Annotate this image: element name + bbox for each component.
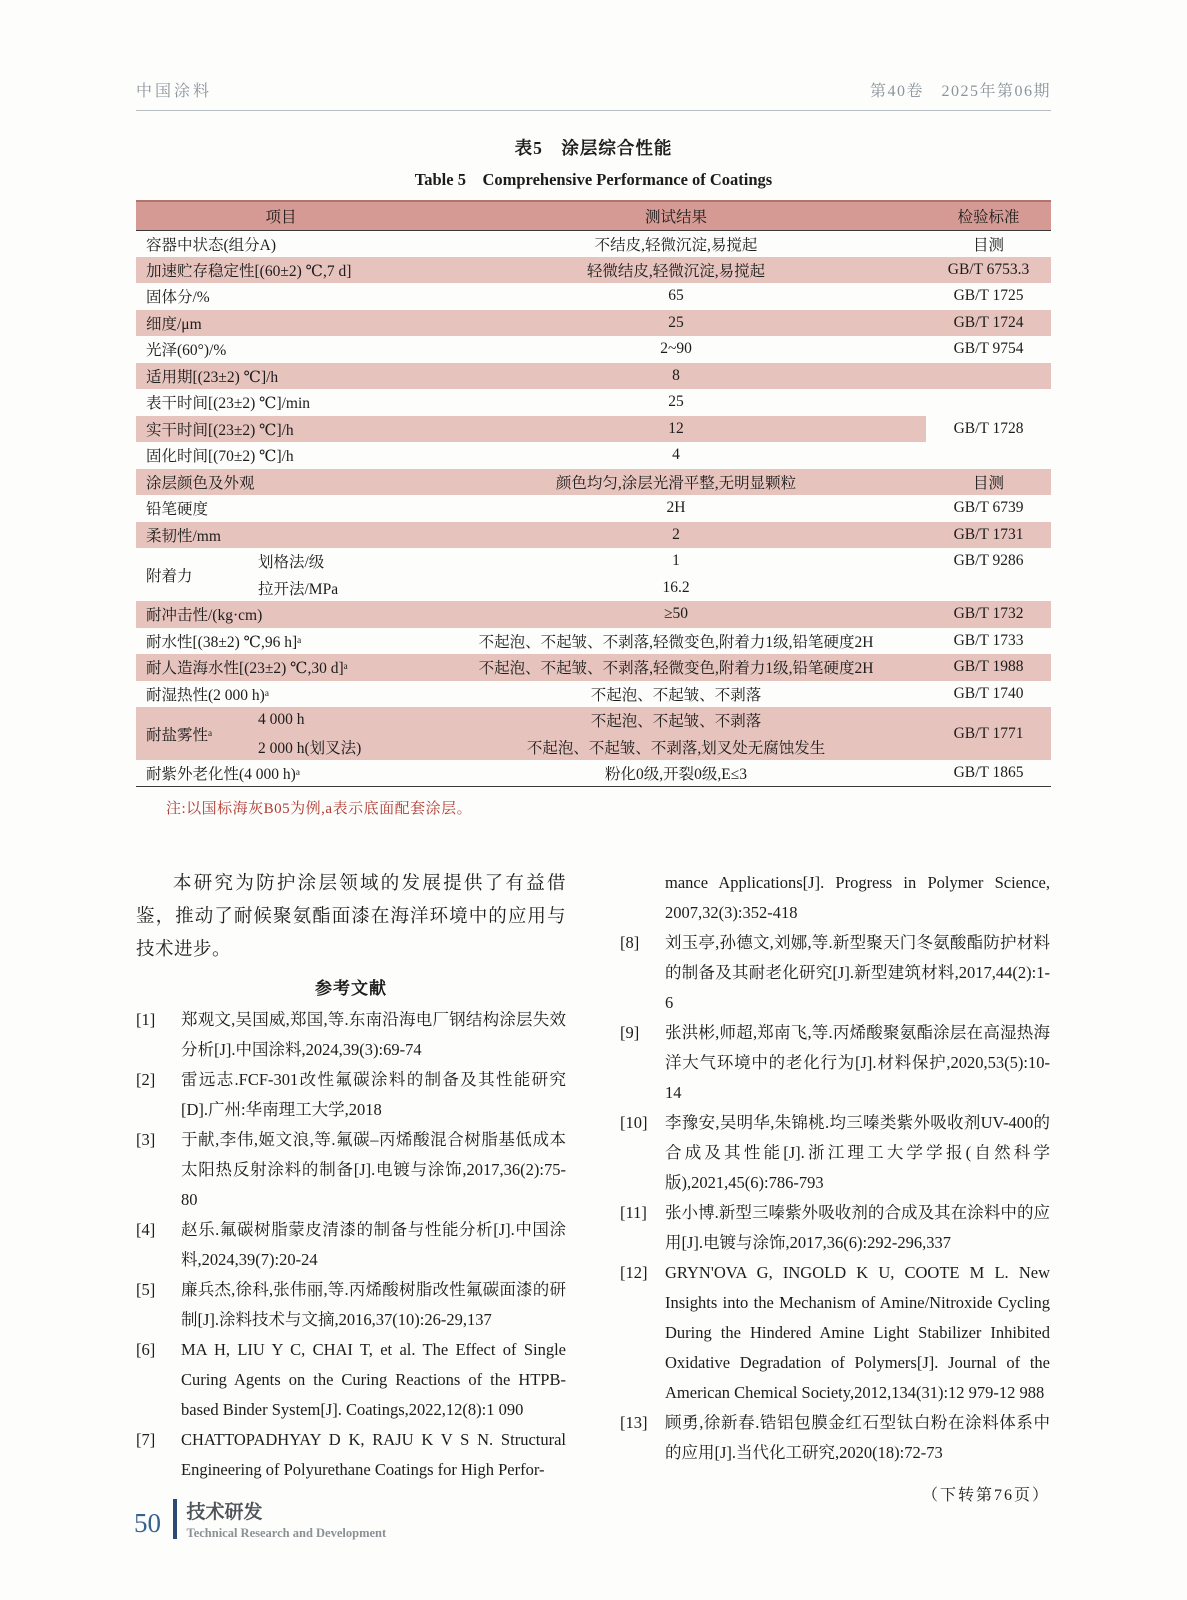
sub-cell: 划格法/级 [258,554,325,572]
reference-item [620,1108,1050,1198]
reference-text: MA H, LIU Y C, CHAI T, et al. The Effect of Single Curing Agents on the Curing Reactions of the HTPB-based Binder System[J]. Coatings,2022,12(8):1 090 [181,1340,566,1419]
reference-label: [4] [136,1220,156,1239]
column-header-result: 测试结果 [426,201,926,230]
reference-text: 于献,李伟,姬文浪,等.氟碳–丙烯酸混合树脂基低成本太阳热反射涂料的制备[J].电镀与涂饰,2017,36(2):75-80 [181,1130,566,1209]
table-row [136,257,1051,284]
reference-text: 雷远志.FCF-301改性氟碳涂料的制备及其性能研究[D].广州:华南理工大学,2018 [181,1070,566,1119]
std-cell: GB/T 1733 [953,631,1024,649]
result-cell: 不起泡、不起皱、不剥落 [426,707,926,734]
table-row [136,628,1051,655]
table-row [136,336,1051,363]
table-body [136,230,1051,787]
result-cell: 8 [426,363,926,390]
std-cell: GB/T 1740 [953,684,1024,702]
continuation-note: （下转第76页） [921,1487,1050,1504]
item-cell: 加速贮存稳定性[(60±2) ℃,7 d] [136,257,426,284]
std-cell: GB/T 1732 [926,601,1051,628]
result-cell: 16.2 [662,578,690,596]
column-header-item: 项目 [136,201,426,230]
table-header-row [136,201,1051,230]
table-row [136,416,1051,443]
references-right [620,868,1050,1468]
result-cell: 4 [672,446,680,464]
reference-text: GRYN'OVA G, INGOLD K U, COOTE M L. New Insights into the Mechanism of Amine/Nitroxide Cycling During the Hindered Amine Light Stabilizer Inhibited Oxidative Degradation of Polymers[J]. Journal of the American Chemical Society,2012,134(31):12 979-12 988 [665,1263,1050,1402]
std-cell: 目测 [926,469,1051,496]
result-cell: 65 [668,287,684,305]
reference-label: [6] [136,1340,156,1359]
performance-table [136,200,1051,787]
table-row [136,734,1051,761]
table-row [136,760,1051,787]
result-cell: 颜色均匀,涂层光滑平整,无明显颗粒 [426,469,926,496]
result-cell: 2H [666,499,686,517]
table-row [136,310,1051,337]
reference-item [620,868,1050,928]
reference-item [136,1065,566,1125]
table-row [136,707,1051,734]
reference-item [136,1425,566,1485]
item-cell: 适用期[(23±2) ℃]/h [136,363,426,390]
result-cell: 2 [426,522,926,549]
reference-text: CHATTOPADHYAY D K, RAJU K V S N. Structural Engineering of Polyurethane Coatings for High Perfor- [181,1430,566,1479]
reference-item [620,1408,1050,1468]
reference-item [136,1275,566,1335]
column-header-standard: 检验标准 [926,201,1051,230]
reference-item [620,1198,1050,1258]
table-row [136,575,1051,602]
reference-label: [7] [136,1430,156,1449]
reference-text: 顾勇,徐新春.锆铝包膜金红石型钛白粉在涂料体系中的应用[J].当代化工研究,2020(18):72-73 [665,1413,1050,1462]
item-cell: 表干时间[(23±2) ℃]/min [146,395,311,413]
sub-cell: 2 000 h(划叉法) [258,734,426,761]
result-cell: 2~90 [660,340,692,358]
result-cell: 不起泡、不起皱、不剥落,划叉处无腐蚀发生 [426,734,926,761]
references-heading: 参考文献 [315,979,387,998]
table-row [136,548,1051,575]
reference-item [136,1125,566,1215]
issue-info: 第40卷 2025年第06期 [869,83,1051,100]
item-cell: 耐水性[(38±2) ℃,96 h]ᵃ [146,633,302,651]
std-cell: GB/T 9286 [953,552,1024,570]
left-column [136,868,566,1505]
table-row [136,230,1051,257]
table-row [136,654,1051,681]
table-title-en: Table 5 Comprehensive Performance of Coatings [414,170,773,189]
std-cell: GB/T 1724 [926,310,1051,337]
std-cell: GB/T 6753.3 [926,257,1051,284]
result-cell: 不起泡、不起皱、不剥落 [590,686,762,704]
result-cell: ≥50 [426,601,926,628]
reference-text: 赵乐.氟碳树脂蒙皮清漆的制备与性能分析[J].中国涂料,2024,39(7):20-24 [181,1220,566,1269]
std-cell [926,442,1051,469]
reference-item [136,1005,566,1065]
table-title-cn: 表5 涂层综合性能 [514,138,673,158]
table-row [136,469,1051,496]
result-cell: 轻微结皮,轻微沉淀,易搅起 [426,257,926,284]
std-cell: GB/T 1771 [926,707,1051,760]
body-columns [136,868,1051,1505]
reference-item [620,928,1050,1018]
reference-label: [5] [136,1280,156,1299]
reference-label: [3] [136,1130,156,1149]
reference-label: [2] [136,1070,156,1089]
std-cell: 目测 [973,236,1005,254]
item-cell: 涂层颜色及外观 [136,469,426,496]
journal-name: 中国涂料 [136,83,213,100]
references-left [136,1005,566,1485]
std-cell: GB/T 6739 [953,499,1024,517]
table-row [136,363,1051,390]
item-cell: 细度/μm [136,310,426,337]
reference-item [620,1258,1050,1408]
std-cell [926,389,1051,416]
footer-section-cn: 技术研发 [186,1502,263,1523]
conclusion-paragraph: 本研究为防护涂层领域的发展提供了有益借鉴，推动了耐候聚氨酯面漆在海洋环境中的应用与技术进步。 [136,874,566,960]
reference-text: 廉兵杰,徐科,张伟丽,等.丙烯酸树脂改性氟碳面漆的研制[J].涂料技术与文摘,2016,37(10):26-29,137 [181,1280,566,1329]
reference-label: [8] [620,933,640,952]
sub-cell: 4 000 h [258,707,426,734]
result-cell: 25 [668,393,684,411]
table-row [136,389,1051,416]
reference-text: 李豫安,吴明华,朱锦桃.均三嗪类紫外吸收剂UV-400的合成及其性能[J].浙江理工大学学报(自然科学版),2021,45(6):786-793 [665,1113,1050,1192]
result-cell: 12 [426,416,926,443]
std-cell: GB/T 1728 [926,416,1051,443]
reference-label [620,868,665,928]
footer-section-en: Technical Research and Development [186,1526,387,1540]
footer-divider [173,1499,177,1539]
table-note: 注:以国标海灰B05为例,a表示底面配套涂层。 [166,801,473,817]
reference-text: mance Applications[J]. Progress in Polymer Science, 2007,32(3):352-418 [665,873,1050,922]
item-cell: 铅笔硬度 [146,501,209,519]
item-cell: 固体分/% [146,289,210,307]
result-cell: 不起泡、不起皱、不剥落,轻微变色,附着力1级,铅笔硬度2H [426,654,926,681]
reference-text: 张洪彬,师超,郑南飞,等.丙烯酸聚氨酯涂层在高湿热海洋大气环境中的老化行为[J].材料保护,2020,53(5):10-14 [665,1023,1050,1102]
table-row [136,495,1051,522]
table-row [136,681,1051,708]
reference-label: [10] [620,1113,648,1132]
reference-label: [9] [620,1023,640,1042]
std-cell: GB/T 9754 [953,340,1024,358]
reference-label: [11] [620,1203,647,1222]
reference-label: [1] [136,1010,156,1029]
reference-item [136,1215,566,1275]
std-cell [926,575,1051,602]
result-cell: 25 [426,310,926,337]
result-cell: 不结皮,轻微沉淀,易搅起 [594,236,758,254]
right-column [620,868,1050,1505]
std-cell: GB/T 1731 [926,522,1051,549]
item-cell: 耐人造海水性[(23±2) ℃,30 d]ᵃ [136,654,426,681]
sub-cell: 拉开法/MPa [258,580,339,598]
group-cell: 耐盐雾性ᵃ [136,707,258,760]
reference-item [136,1335,566,1425]
reference-text: 郑观文,吴国威,郑国,等.东南沿海电厂钢结构涂层失效分析[J].中国涂料,2024,39(3):69-74 [181,1010,566,1059]
page-number: 50 [134,1507,161,1538]
reference-item [620,1018,1050,1108]
reference-text: 刘玉亭,孙德文,刘娜,等.新型聚天门冬氨酸酯防护材料的制备及其耐老化研究[J].新型建筑材料,2017,44(2):1-6 [665,933,1050,1012]
reference-text: 张小博.新型三嗪紫外吸收剂的合成及其在涂料中的应用[J].电镀与涂饰,2017,36(6):292-296,337 [665,1203,1050,1252]
table-row [136,601,1051,628]
item-cell: 耐湿热性(2 000 h)ᵃ [146,686,270,704]
result-cell: 1 [672,552,680,570]
std-cell: GB/T 1988 [926,654,1051,681]
item-cell: 耐冲击性/(kg·cm) [136,601,426,628]
result-cell: 不起泡、不起皱、不剥落,轻微变色,附着力1级,铅笔硬度2H [478,633,874,651]
item-cell: 柔韧性/mm [136,522,426,549]
item-cell: 光泽(60°)/% [146,342,227,360]
std-cell: GB/T 1865 [953,764,1024,781]
page-footer [134,1497,386,1541]
item-cell: 固化时间[(70±2) ℃]/h [146,448,294,466]
item-cell: 实干时间[(23±2) ℃]/h [136,416,426,443]
group-cell: 附着力 [146,567,193,585]
reference-label: [12] [620,1263,648,1282]
table-row [136,283,1051,310]
table-row [136,442,1051,469]
running-head [136,78,1051,111]
item-cell: 容器中状态(组分A) [146,236,277,254]
table-row [136,522,1051,549]
reference-label: [13] [620,1413,648,1432]
footer-section [187,1497,387,1541]
item-cell: 耐紫外老化性(4 000 h)ᵃ [146,766,301,783]
result-cell: 粉化0级,开裂0级,E≤3 [605,766,747,783]
std-cell: GB/T 1725 [953,287,1024,305]
std-cell [926,363,1051,390]
